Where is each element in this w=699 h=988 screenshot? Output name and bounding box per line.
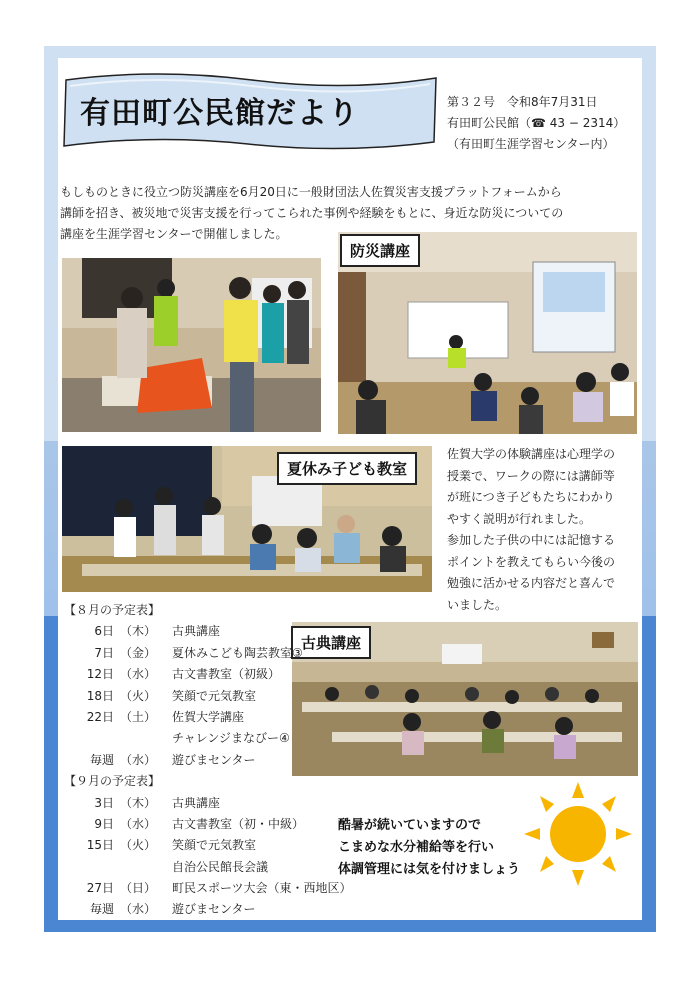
page-title: 有田町公民館だより [80, 96, 359, 131]
schedule-event: 笑顔で元気教室 [172, 838, 257, 853]
schedule-event: 町民スポーツ大会（東・西地区） [172, 881, 352, 896]
intro-line: 講師を招き、被災地で災害支援を行ってこられた事例や経験をもとに、身近な防災についての [60, 206, 564, 220]
schedule-event: 古典講座 [172, 795, 221, 810]
intro-line: 講座を生涯学習センターで開催しました。 [60, 227, 288, 241]
schedule-row [64, 621, 352, 642]
schedule-weekday: （水） [120, 667, 157, 682]
schedule-event: 古文書教室（初・中級） [172, 816, 305, 831]
schedule [64, 600, 352, 921]
issue-info [447, 92, 625, 155]
schedule-day: 22日 [86, 709, 114, 724]
schedule-event: 笑顔で元気教室 [172, 688, 257, 703]
intro-line: もしものときに役立つ防災講座を6月20日に一般財団法人佐賀災害支援プラットフォームから [60, 185, 562, 199]
summer-line: 佐賀大学の体験講座は心理学の [447, 447, 616, 461]
schedule-weekday: （木） [120, 624, 157, 639]
schedule-row [64, 664, 352, 685]
schedule-weekday: （火） [120, 838, 157, 853]
schedule-day: 毎週 [89, 902, 114, 917]
schedule-day: 6日 [94, 624, 114, 639]
summer-line: 授業で、ワークの際には講師等 [447, 468, 615, 483]
schedule-row [64, 707, 352, 728]
publisher-location: （有田町生涯学習センター内） [447, 137, 615, 151]
schedule-row [64, 878, 352, 899]
schedule-day: 15日 [86, 838, 114, 853]
publisher: 有田町公民館（☎ 43 − 2314） [447, 116, 626, 130]
schedule-event: 古文書教室（初級） [172, 667, 281, 682]
schedule-weekday: （木） [120, 795, 157, 810]
heat-notice [338, 815, 520, 881]
schedule-weekday: （水） [120, 752, 157, 767]
schedule-day: 12日 [86, 667, 114, 682]
schedule-day: 毎週 [89, 752, 114, 767]
schedule-row [64, 835, 352, 856]
summer-line: ポイントを教えてもらい今後の [447, 554, 616, 569]
schedule-event: 遊びまセンター [172, 902, 256, 917]
schedule-event: 夏休みこども陶芸教室③ [172, 645, 303, 660]
summer-line: 勉強に活かせる内容だと喜んで [447, 576, 616, 590]
schedule-event: 自治公民館長会議 [172, 859, 269, 874]
schedule-day: 7日 [94, 645, 114, 660]
schedule-day: 18日 [86, 688, 114, 703]
schedule-weekday: （水） [120, 816, 157, 831]
heat-line: こまめな水分補給等を行い [338, 840, 495, 855]
schedule-weekday: （土） [120, 709, 157, 724]
schedule-sep-header: 【９月の予定表】 [64, 774, 161, 789]
schedule-weekday: （金） [120, 645, 157, 660]
schedule-row [64, 899, 352, 920]
heat-line: 酷暑が続いていますので [338, 818, 482, 833]
schedule-aug-header: 【８月の予定表】 [64, 603, 161, 617]
schedule-weekday: （日） [120, 881, 157, 896]
schedule-row [64, 793, 352, 814]
summer-line: が班につき子どもたちにわかり [447, 490, 615, 504]
schedule-event: 佐賀大学講座 [172, 709, 245, 724]
schedule-event: チャレンジまなびー④ [172, 731, 290, 746]
schedule-row [64, 814, 352, 835]
tag-koten: 古典講座 [291, 626, 371, 659]
summer-line: いました。 [447, 597, 508, 612]
tag-bousai: 防災講座 [340, 234, 420, 267]
tag-summer: 夏休み子ども教室 [277, 452, 417, 485]
heat-line: 体調管理には気を付けましょう [338, 862, 521, 877]
photo-bousai-handson [62, 258, 321, 432]
schedule-weekday: （水） [120, 902, 157, 917]
schedule-event: 遊びまセンター [172, 752, 256, 767]
schedule-event: 古典講座 [172, 624, 221, 639]
summer-line: やすく説明が行れました。 [447, 511, 592, 526]
schedule-day: 3日 [94, 795, 114, 810]
summer-line: 参加した子供の中には記憶する [447, 533, 616, 547]
schedule-row [64, 643, 352, 664]
schedule-row [64, 750, 352, 771]
schedule-day: 27日 [86, 881, 114, 896]
summer-class-text [447, 444, 637, 616]
schedule-row [64, 686, 352, 707]
schedule-weekday: （火） [120, 688, 157, 703]
schedule-row [64, 857, 352, 878]
schedule-day: 9日 [94, 816, 114, 831]
issue-number: 第３２号 令和8年7月31日 [447, 95, 598, 109]
schedule-row [64, 728, 352, 749]
sun-icon [522, 780, 634, 888]
